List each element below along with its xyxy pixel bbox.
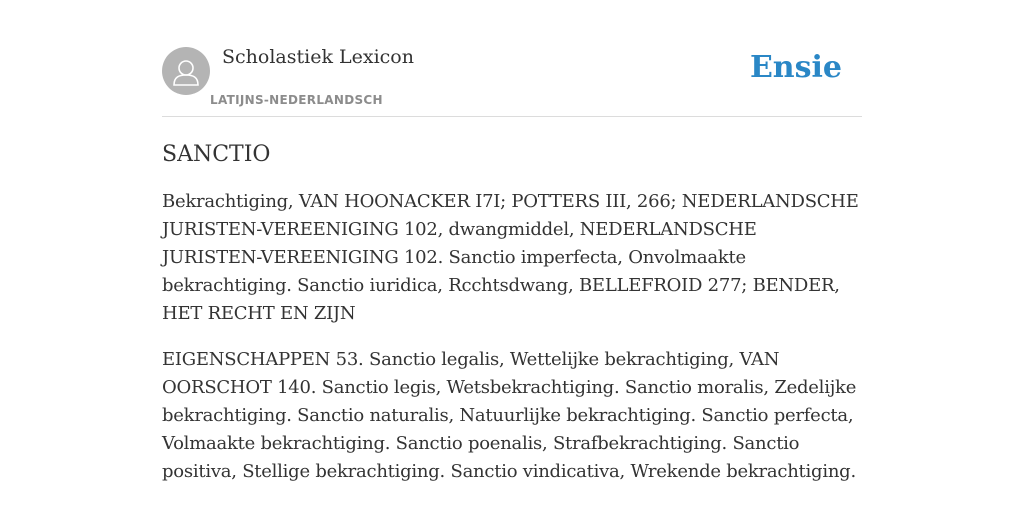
entry-paragraph: EIGENSCHAPPEN 53. Sanctio legalis, Wettelijke bekrachtiging, VAN OORSCHOT 140. Sanctio legis, Wetsbekrachtiging. Sanctio moralis, Zedelijke bekrachtiging. Sanctio naturalis, Natuurlijke bekrachtiging. Sanctio perfecta, Volmaakte bekrachtiging. Sanctio poenalis, Strafbekrachtiging. Sanctio positiva, Stellige bekrachtiging. Sanctio vindicativa, Wrekende bekrachtiging.	[162, 349, 857, 482]
avatar[interactable]	[162, 47, 210, 95]
entry-paragraph: Bekrachtiging, VAN HOONACKER I7I; POTTERS III, 266; NEDERLANDSCHE JURISTEN-VEREENIGING 102, dwangmiddel, NEDERLANDSCHE JURISTEN-VEREENIGING 102. Sanctio imperfecta, Onvolmaakte bekrachtiging. Sanctio iuridica, Rcchtsdwang, BELLEFROID 277; BENDER, HET RECHT EN ZIJN	[162, 191, 859, 324]
entry-content	[162, 140, 862, 504]
brand-logo[interactable]: Ensie	[749, 50, 842, 85]
entry-term: SANCTIO	[162, 142, 271, 167]
source-header	[162, 46, 862, 117]
source-title[interactable]: Scholastiek Lexicon	[222, 46, 414, 68]
user-icon	[162, 47, 210, 95]
source-subtitle: LATIJNS-NEDERLANDSCH	[210, 93, 383, 107]
